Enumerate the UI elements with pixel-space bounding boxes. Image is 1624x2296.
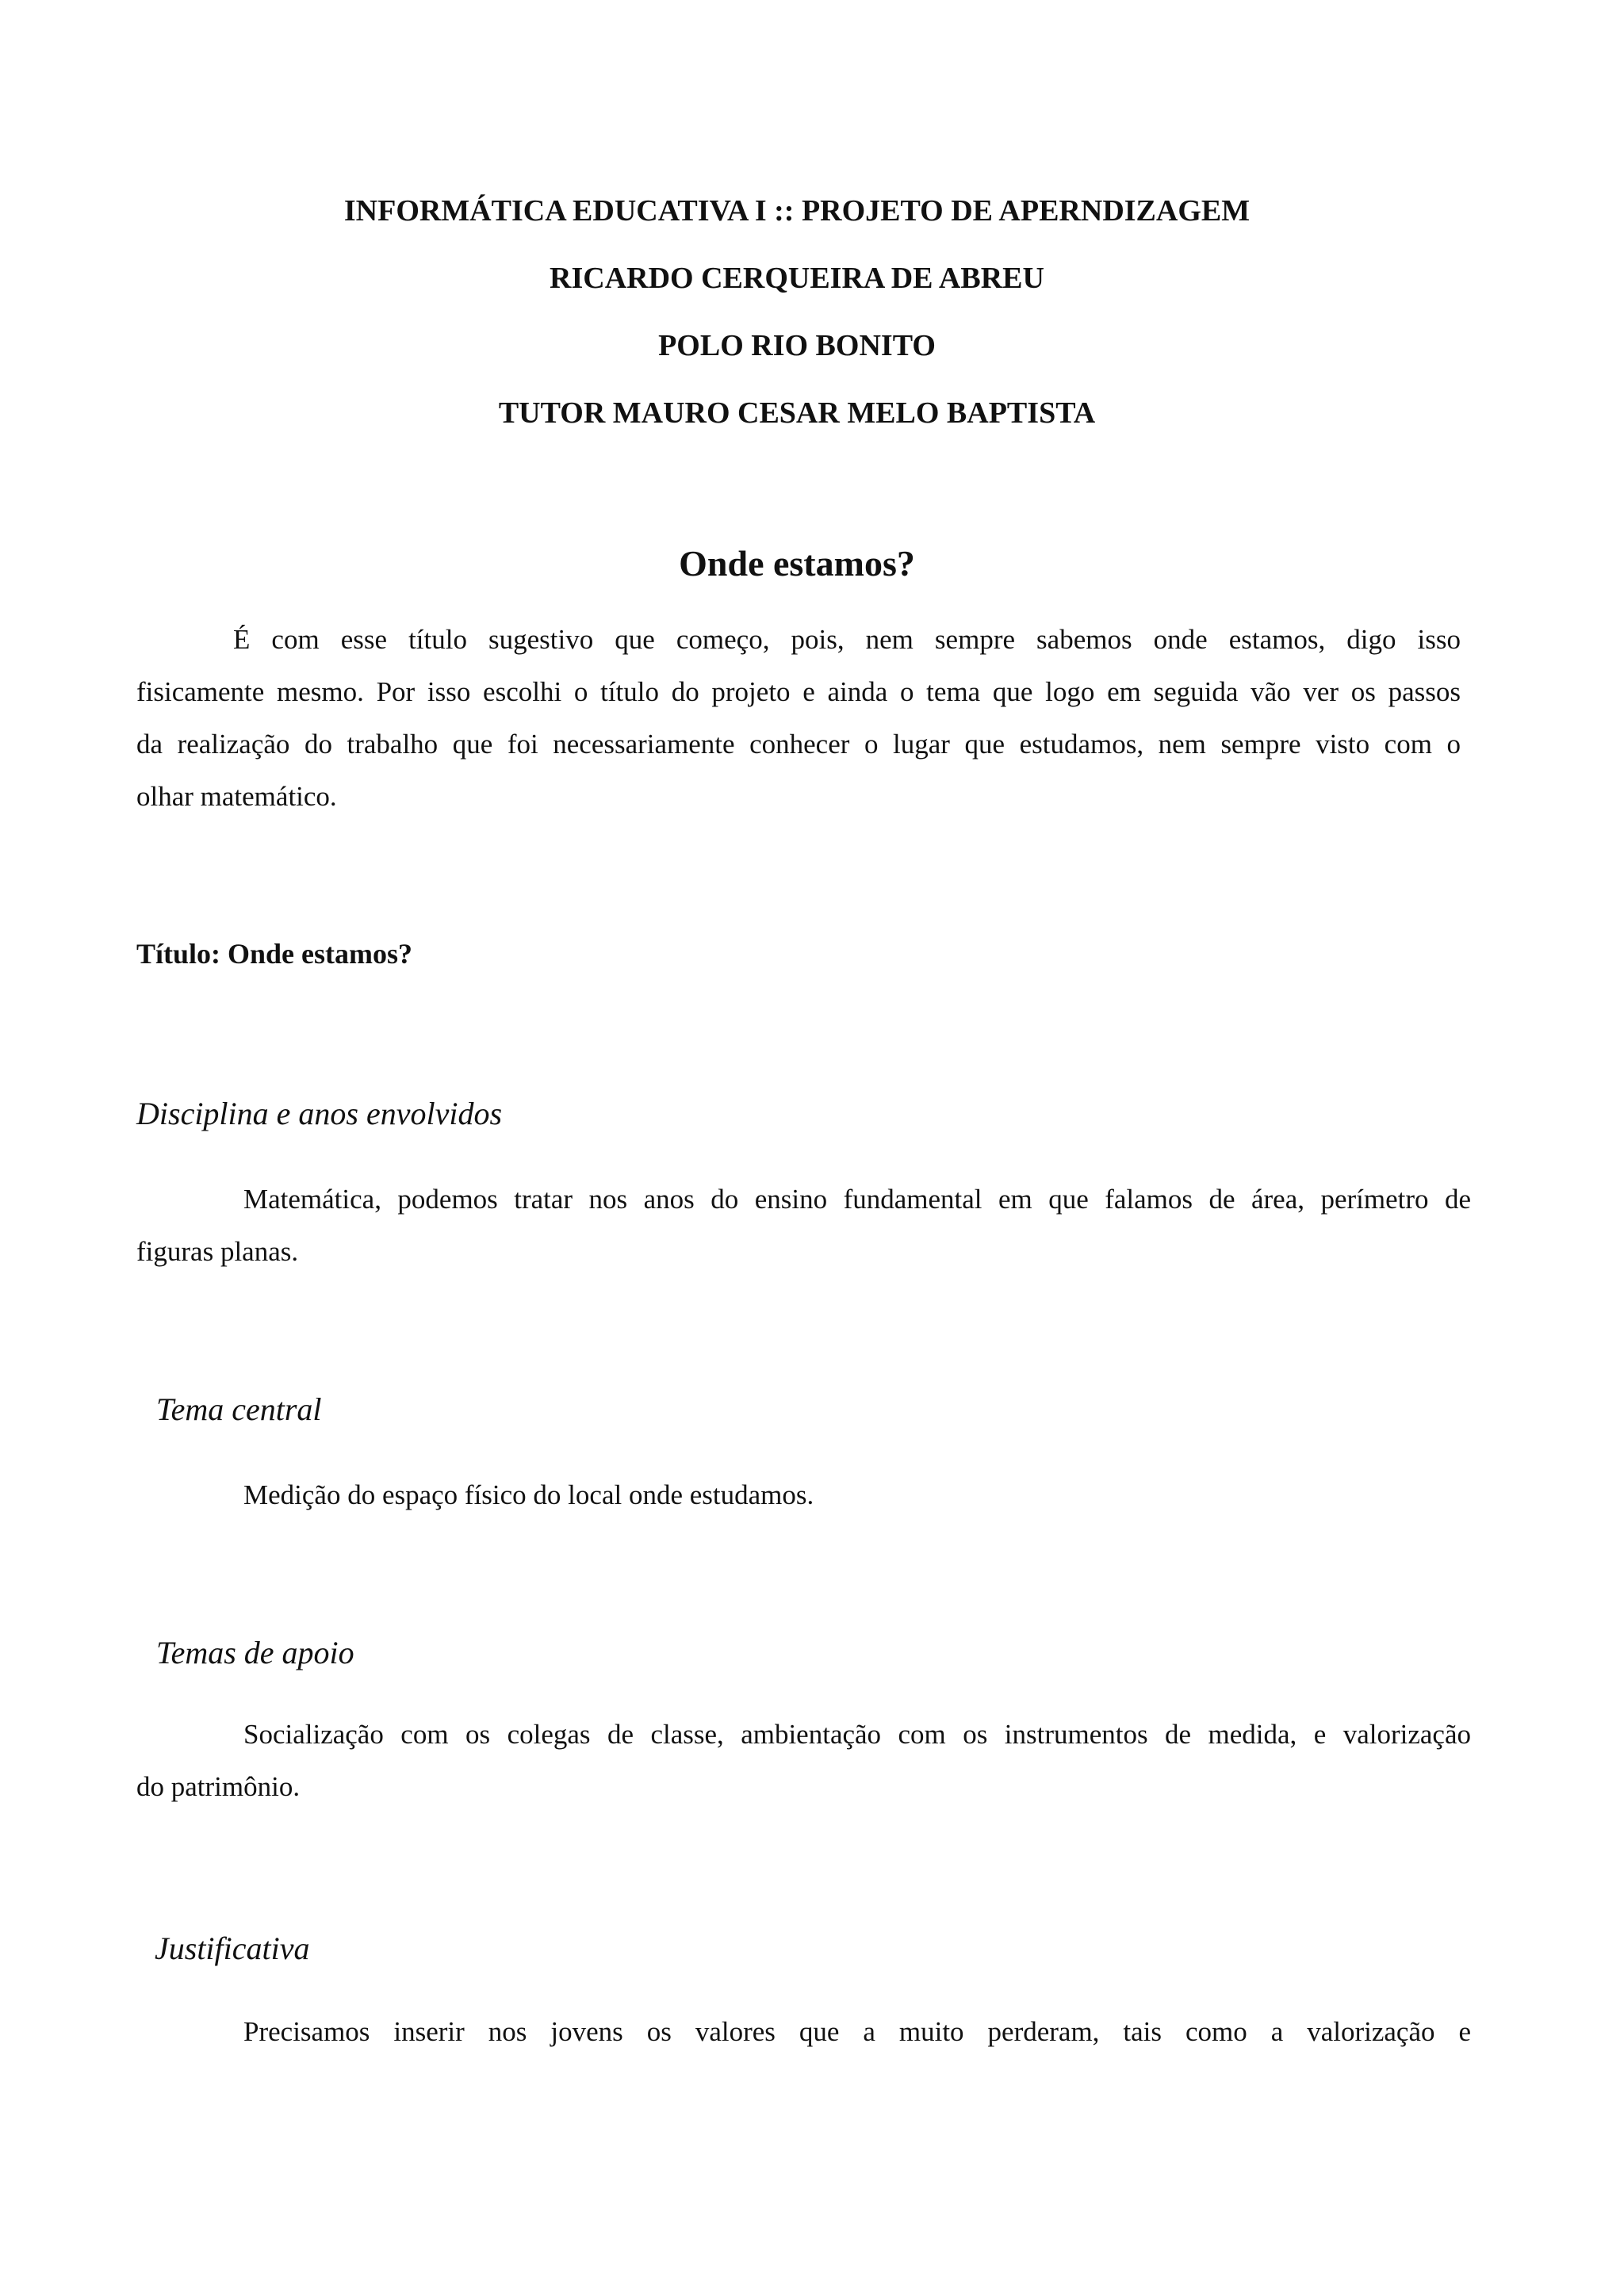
justificativa-paragraph xyxy=(136,2006,1471,2058)
polo-name: POLO RIO BONITO xyxy=(658,329,936,362)
intro-line-2: fisicamente mesmo. Por isso escolhi o título do projeto e ainda o tema que logo em seguida vão ver os passos xyxy=(136,676,1461,707)
section-heading-tema-central: Tema central xyxy=(156,1391,322,1427)
main-title: Onde estamos? xyxy=(679,543,915,584)
disciplina-line-1: Matemática, podemos tratar nos anos do ensino fundamental em que falamos de área, perímetro de xyxy=(243,1184,1471,1215)
intro-paragraph xyxy=(136,614,1461,823)
section-heading-justificativa: Justificativa xyxy=(155,1931,310,1966)
tema-central-paragraph xyxy=(136,1469,1471,1521)
disciplina-paragraph xyxy=(136,1173,1471,1278)
intro-line-3: da realização do trabalho que foi necessariamente conhecer o lugar que estudamos, nem sempre visto com o xyxy=(136,729,1461,760)
temas-apoio-line-1: Socialização com os colegas de classe, ambientação com os instrumentos de medida, e valorização xyxy=(243,1719,1471,1750)
section-heading-disciplina: Disciplina e anos envolvidos xyxy=(136,1096,503,1131)
course-title: INFORMÁTICA EDUCATIVA I :: PROJETO DE APERNDIZAGEM xyxy=(343,194,1251,228)
author-name: RICARDO CERQUEIRA DE ABREU xyxy=(550,262,1044,295)
titulo-label: Título: Onde estamos? xyxy=(136,938,413,970)
intro-line-1: É com esse título sugestivo que começo, pois, nem sempre sabemos onde estamos, digo isso xyxy=(233,624,1461,655)
disciplina-line-2: figuras planas. xyxy=(136,1236,299,1267)
tutor-name: TUTOR MAURO CESAR MELO BAPTISTA xyxy=(498,396,1096,430)
tema-central-line-1: Medição do espaço físico do local onde estudamos. xyxy=(243,1479,814,1510)
justificativa-line-1: Precisamos inserir nos jovens os valores que a muito perderam, tais como a valorização e xyxy=(243,2016,1471,2047)
temas-apoio-line-2: do patrimônio. xyxy=(136,1771,301,1802)
temas-apoio-paragraph xyxy=(136,1709,1471,1813)
intro-line-4: olhar matemático. xyxy=(136,781,337,812)
section-heading-temas-apoio: Temas de apoio xyxy=(156,1635,354,1670)
